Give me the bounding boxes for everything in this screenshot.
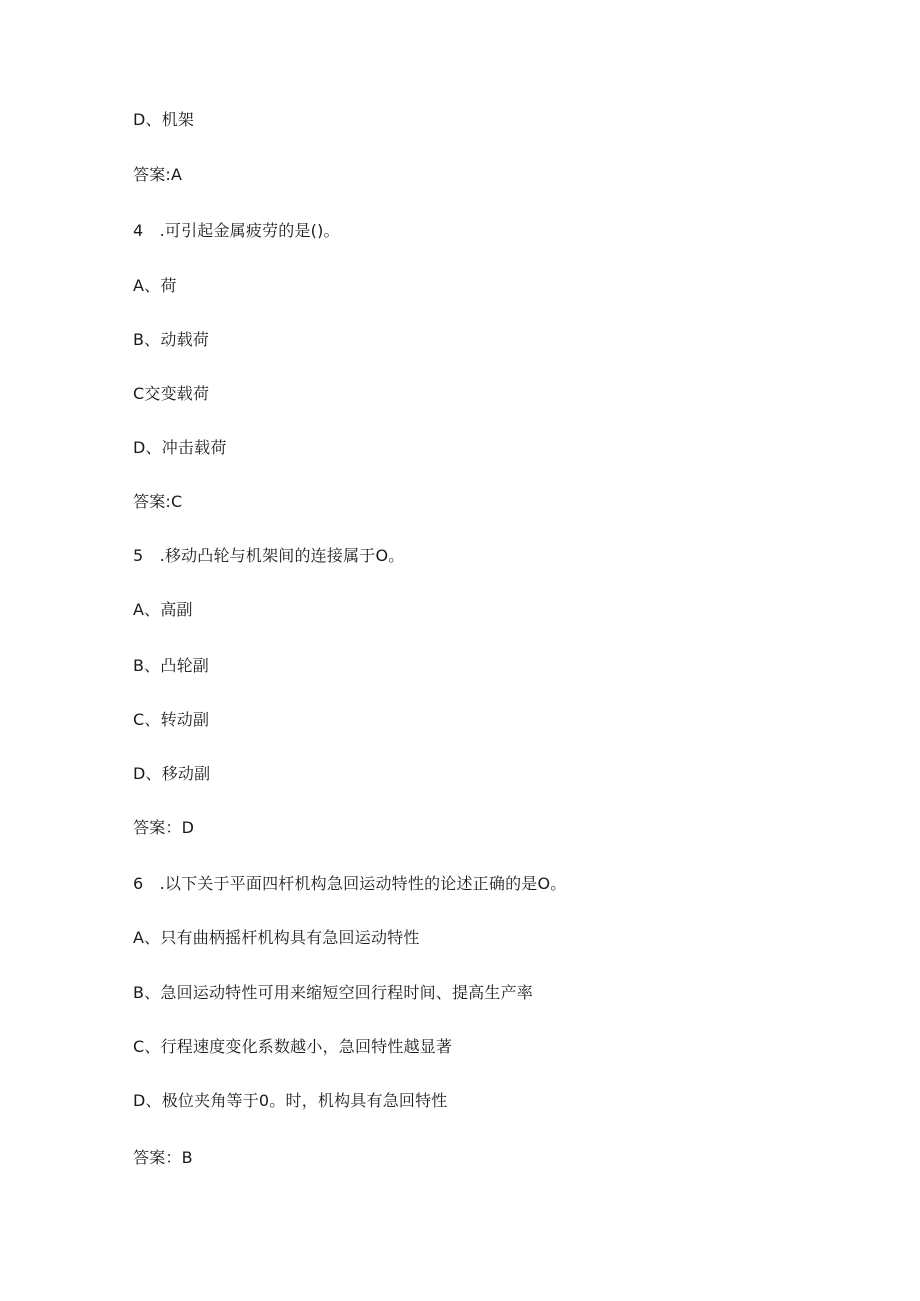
q6-option-a: A、只有曲柄摇杆机构具有急回运动特性	[133, 928, 420, 947]
q5-answer: 答案：D	[133, 818, 195, 837]
q4-option-b: B、动载荷	[133, 330, 209, 349]
q6-option-b: B、急回运动特性可用来缩短空回行程时间、提高生产率	[133, 983, 533, 1002]
q6-option-d: D、极位夹角等于0。时，机构具有急回特性	[133, 1091, 448, 1110]
q5-option-a: A、高副	[133, 600, 193, 619]
q4-question: 4 .可引起金属疲劳的是()。	[133, 221, 340, 240]
q4-answer: 答案:C	[133, 492, 183, 511]
q4-option-d: D、冲击载荷	[133, 438, 227, 457]
q6-option-c: C、行程速度变化系数越小，急回特性越显著	[133, 1037, 453, 1056]
q6-question: 6 .以下关于平面四杆机构急回运动特性的论述正确的是O。	[133, 874, 567, 893]
q3-option-d: D、机架	[133, 110, 195, 129]
q6-answer: 答案：B	[133, 1148, 193, 1167]
q5-option-d: D、移动副	[133, 764, 211, 783]
q5-option-b: B、凸轮副	[133, 656, 209, 675]
q3-answer: 答案:A	[133, 165, 183, 184]
q5-option-c: C、转动副	[133, 710, 210, 729]
q4-option-c: C交变载荷	[133, 384, 210, 403]
q5-question: 5 .移动凸轮与机架间的连接属于O。	[133, 546, 405, 565]
q4-option-a: A、荷	[133, 276, 177, 295]
